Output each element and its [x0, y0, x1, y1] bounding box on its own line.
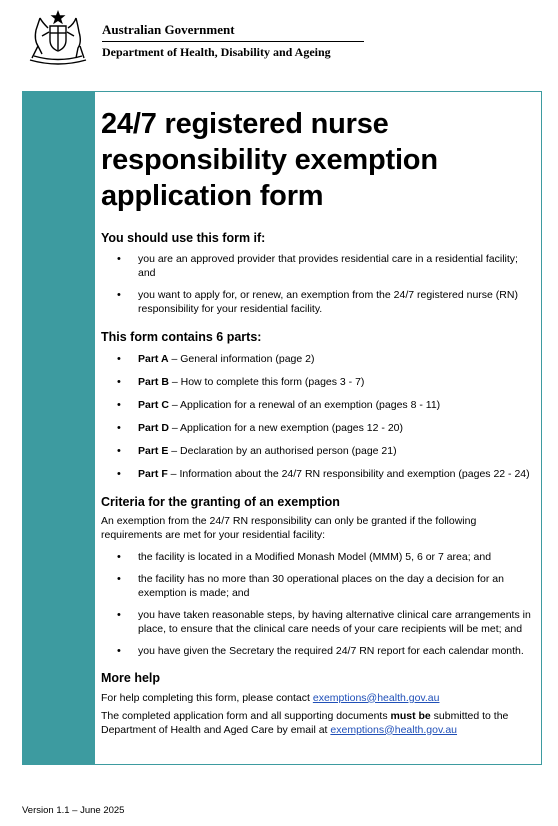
cover-content [101, 106, 537, 737]
use-if-list [101, 253, 537, 316]
part-item: • Part D – Application for a new exemption (pages 12 - 20) [101, 422, 537, 436]
part-item: • Part A – General information (page 2) [101, 353, 537, 367]
department-name: Department of Health, Disability and Ageing [102, 45, 331, 59]
version-footer: Version 1.1 – June 2025 [22, 805, 125, 816]
part-item: • Part F – Information about the 24/7 RN responsibility and exemption (pages 22 - 24) [101, 468, 537, 482]
email-link[interactable]: exemptions@health.gov.au [330, 723, 458, 736]
list-item: • you want to apply for, or renew, an exemption from the 24/7 registered nurse (RN) responsibility for your residential facility. [101, 289, 537, 316]
list-item: • the facility is located in a Modified Monash Model (MMM) 5, 6 or 7 area; and [101, 551, 537, 565]
list-item: • you have given the Secretary the required 24/7 RN report for each calendar month. [101, 645, 537, 659]
accent-bar [23, 92, 95, 764]
parts-list [101, 353, 537, 482]
part-item: • Part E – Declaration by an authorised person (page 21) [101, 445, 537, 459]
criteria-heading: Criteria for the granting of an exemption [101, 494, 340, 509]
title-line: responsibility exemption [101, 144, 438, 176]
more-help-heading: More help [101, 670, 161, 685]
cover-panel [22, 91, 542, 765]
government-header [22, 10, 382, 70]
parts-heading: This form contains 6 parts: [101, 330, 262, 344]
title-line: application form [101, 180, 324, 212]
coat-of-arms-icon [22, 10, 94, 68]
page-title [101, 106, 537, 214]
criteria-intro: An exemption from the 24/7 RN responsibility can only be granted if the following requirements are met for your residential facility: [101, 514, 477, 541]
title-line: 24/7 registered nurse [101, 108, 389, 140]
email-link[interactable]: exemptions@health.gov.au [312, 691, 440, 704]
government-name: Australian Government [102, 22, 364, 42]
list-item: • the facility has no more than 30 operational places on the day a decision for an exemption is made; and [101, 573, 537, 600]
help-contact-line: For help completing this form, please contact exemptions@health.gov.au [101, 691, 440, 704]
use-if-heading: You should use this form if: [101, 231, 266, 245]
list-item: • you have taken reasonable steps, by having alternative clinical care arrangements in place, to ensure that the clinical care needs of your care recipients will be met; and [101, 609, 537, 636]
part-item: • Part B – How to complete this form (pages 3 - 7) [101, 376, 537, 390]
government-title-block [102, 22, 364, 60]
list-item: • you are an approved provider that provides residential care in a residential facility; and [101, 253, 537, 280]
part-item: • Part C – Application for a renewal of an exemption (pages 8 - 11) [101, 399, 537, 413]
help-submit-text: The completed application form and all supporting documents must be submitted to the Department of Health and Aged Care by email at exemptions@health.gov.au [101, 709, 509, 736]
criteria-list [101, 551, 537, 659]
